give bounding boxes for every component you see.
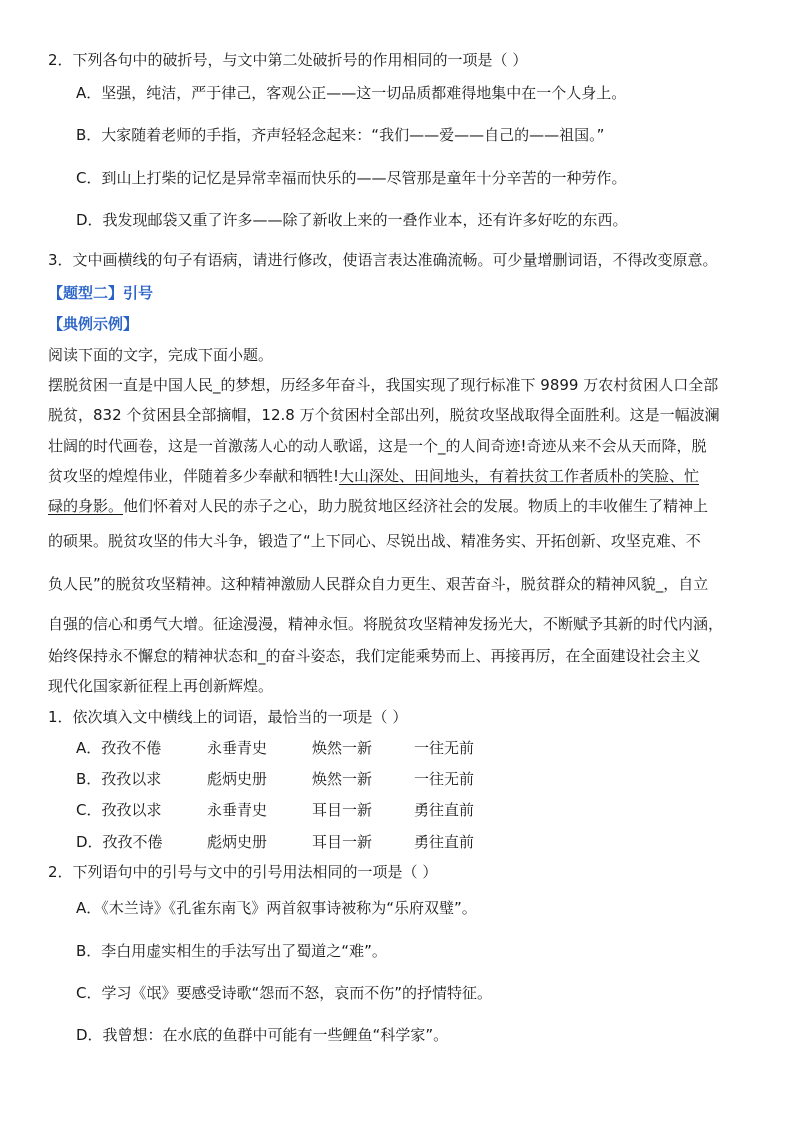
q1-word: 勇往直前 [414, 833, 475, 851]
q1-word: 勇往直前 [414, 801, 475, 819]
q2a-option-a: A．坚强，纯洁，严于律己，客观公正——这一切品质都难得地集中在一个人身上。 [76, 84, 627, 102]
q1-option-label: B．孜孜以求 [76, 770, 162, 788]
q1-option-label: C．孜孜以求 [76, 801, 162, 819]
question-3-stem: 3．文中画横线的句子有语病，请进行修改，使语言表达准确流畅。可少量增删词语，不得改变原意。 [48, 251, 718, 269]
passage-line: 负人民”的脱贫攻坚精神。这种精神激励人民群众自力更生、艰苦奋斗，脱贫群众的精神风貌_，自立 [48, 575, 709, 593]
question-2b-stem: 2．下列语句中的引号与文中的引号用法相同的一项是（ ） [48, 863, 438, 881]
q1-word: 耳目一新 [312, 833, 373, 851]
passage-line: 始终保持永不懈怠的精神状态和_的奋斗姿态，我们定能乘势而上、再接再厉，在全面建设社会主义 [48, 647, 701, 665]
passage-line [48, 466, 699, 486]
q1-option-label: A．孜孜不倦 [76, 739, 162, 757]
passage-text: 贫攻坚的煌煌伟业，伴随着多少奉献和牺牲! [48, 467, 340, 485]
q2a-option-b: B．大家随着老师的手指，齐声轻轻念起来：“我们——爱——自己的——祖国。” [76, 126, 605, 144]
q1-word: 永垂青史 [207, 739, 268, 757]
passage-line: 壮阔的时代画卷，这是一首激荡人心的动人歌谣，这是一个_的人间奇迹!奇迹从来不会从天而降，脱 [48, 437, 707, 455]
passage-line [48, 496, 708, 516]
passage-line: 的硕果。脱贫攻坚的伟大斗争，锻造了“上下同心、尽锐出战、精准务实、开拓创新、攻坚克难、不 [48, 532, 701, 550]
q1-word: 一往无前 [414, 739, 475, 757]
q1-word: 永垂青史 [207, 801, 268, 819]
q2b-option-c: C．学习《氓》要感受诗歌“怨而不怒，哀而不伤”的抒情特征。 [76, 984, 493, 1002]
underlined-sentence: 碌的身影。 [48, 497, 124, 515]
q2a-option-d: D．我发现邮袋又重了许多——除了新收上来的一叠作业本，还有许多好吃的东西。 [76, 211, 628, 229]
underlined-sentence: 大山深处、田间地头，有着扶贫工作者质朴的笑脸、忙 [339, 467, 700, 485]
q2a-option-c: C．到山上打柴的记忆是异常幸福而快乐的——尽管那是童年十分辛苦的一种劳作。 [76, 169, 627, 187]
q1-option-row [76, 769, 504, 789]
passage-line: 现代化国家新征程上再创新辉煌。 [48, 677, 274, 695]
question-1-stem: 1．依次填入文中横线上的词语，最恰当的一项是（ ） [48, 708, 408, 726]
q1-word: 一往无前 [414, 770, 475, 788]
q1-word: 彪炳史册 [207, 833, 268, 851]
reading-instruction: 阅读下面的文字，完成下面小题。 [48, 346, 274, 364]
section-title: 【题型二】引号 [48, 284, 154, 302]
passage-line: 摆脱贫困一直是中国人民_的梦想，历经多年奋斗，我国实现了现行标准下 9899 万农村贫困人口全部 [48, 376, 719, 394]
q1-word: 焕然一新 [312, 739, 373, 757]
q1-word: 耳目一新 [312, 801, 373, 819]
q1-word: 焕然一新 [312, 770, 373, 788]
question-2-stem: 2．下列各句中的破折号，与文中第二处破折号的作用相同的一项是（ ） [48, 51, 528, 69]
q2b-option-d: D．我曾想：在水底的鱼群中可能有一些鲤鱼“科学家”。 [76, 1026, 449, 1044]
q1-option-row [76, 800, 504, 820]
example-title: 【典例示例】 [48, 315, 139, 333]
q1-option-row [76, 738, 504, 758]
q2b-option-b: B．李白用虚实相生的手法写出了蜀道之“难”。 [76, 942, 387, 960]
passage-text: 他们怀着对人民的赤子之心，助力脱贫地区经济社会的发展。物质上的丰收催生了精神上 [123, 497, 709, 515]
q1-option-label: D．孜孜不倦 [76, 833, 163, 851]
q1-word: 彪炳史册 [207, 770, 268, 788]
passage-line: 脱贫，832 个贫困县全部摘帽，12.8 万个贫困村全部出列，脱贫攻坚战取得全面胜利。这是一幅波澜 [48, 406, 720, 424]
q2b-option-a: A．《木兰诗》《孔雀东南飞》两首叙事诗被称为“乐府双璧”。 [76, 899, 477, 917]
q1-option-row [76, 832, 504, 852]
passage-line: 自强的信心和勇气大增。征途漫漫，精神永恒。将脱贫攻坚精神发扬光大，不断赋予其新的时代内涵， [48, 615, 724, 633]
